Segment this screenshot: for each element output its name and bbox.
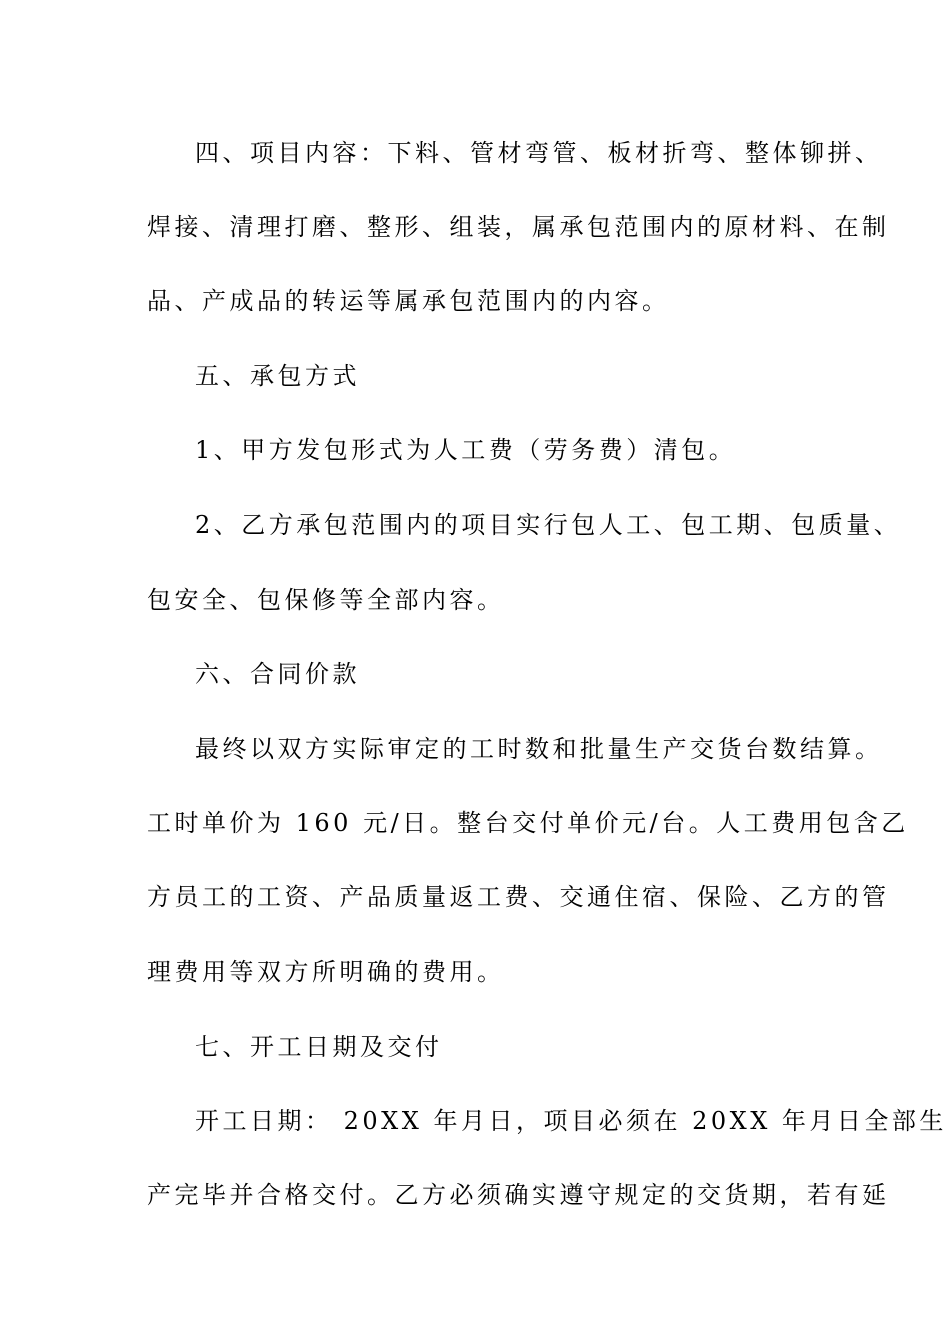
- paragraph-line: 四、项目内容：下料、管材弯管、板材折弯、整体铆拼、: [195, 139, 883, 167]
- section-heading: 六、合同价款: [195, 660, 360, 688]
- paragraph-line: 最终以双方实际审定的工时数和批量生产交货台数结算。: [195, 735, 883, 763]
- paragraph-line: 包安全、包保修等全部内容。: [147, 586, 505, 614]
- paragraph-line: 1、甲方发包形式为人工费（劳务费）清包。: [195, 436, 737, 464]
- paragraph-line: 方员工的工资、产品质量返工费、交通住宿、保险、乙方的管: [147, 883, 890, 911]
- paragraph-line: 产完毕并合格交付。乙方必须确实遵守规定的交货期，若有延: [147, 1181, 890, 1209]
- paragraph-line: 工时单价为 160 元/日。整台交付单价元/台。人工费用包含乙: [147, 809, 909, 837]
- paragraph-line: 2、乙方承包范围内的项目实行包人工、包工期、包质量、: [195, 511, 902, 539]
- paragraph-line: 品、产成品的转运等属承包范围内的内容。: [147, 287, 670, 315]
- paragraph-line: 开工日期： 20XX 年月日，项目必须在 20XX 年月日全部生: [195, 1107, 947, 1135]
- paragraph-line: 焊接、清理打磨、整形、组装，属承包范围内的原材料、在制: [147, 213, 890, 241]
- paragraph-line: 理费用等双方所明确的费用。: [147, 958, 505, 986]
- section-heading: 五、承包方式: [195, 362, 360, 390]
- section-heading: 七、开工日期及交付: [195, 1033, 443, 1061]
